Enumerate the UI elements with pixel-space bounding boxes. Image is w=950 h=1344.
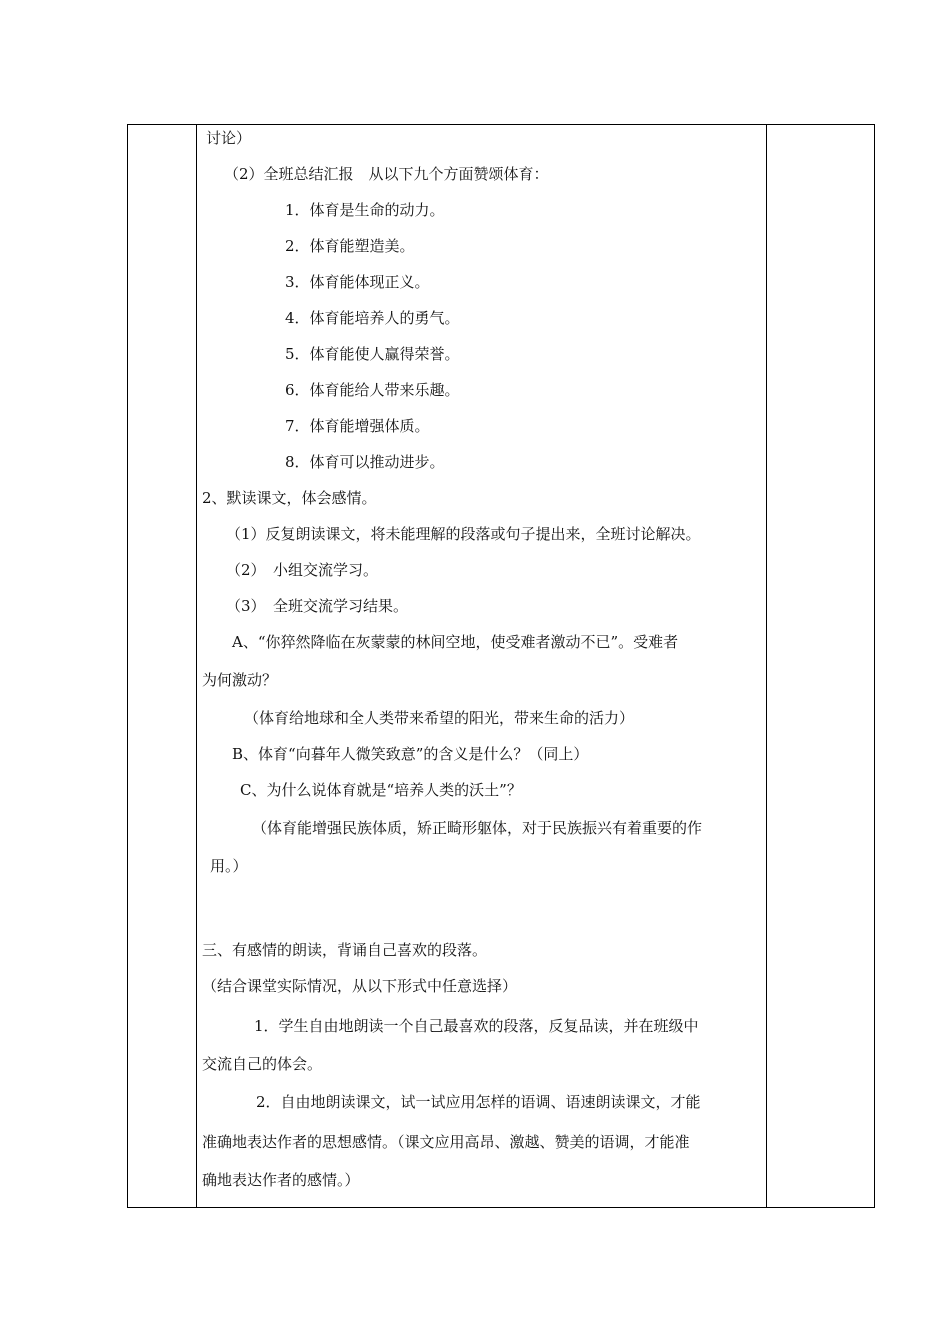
text-line: C、为什么说体育就是“培养人类的沃土”？ [240, 781, 522, 799]
text-line: A、“你猝然降临在灰蒙蒙的林间空地，使受难者激动不已”。受难者 [232, 633, 679, 651]
text-line: 准确地表达作者的思想感情。（课文应用高昂、激越、赞美的语调，才能准 [202, 1133, 690, 1151]
text-line: （3） 全班交流学习结果。 [226, 597, 409, 615]
list-item: 4．体育能培养人的勇气。 [285, 309, 460, 327]
list-item: 7．体育能增强体质。 [285, 417, 430, 435]
section-heading: 2、默读课文，体会感情。 [202, 489, 377, 507]
answer-line: （体育能增强民族体质，矫正畸形躯体，对于民族振兴有着重要的作 [252, 819, 703, 837]
text-line: （2）全班总结汇报 从以下九个方面赞颂体育： [224, 165, 549, 183]
text-line: 为何激动？ [202, 671, 278, 689]
list-item: 1．体育是生命的动力。 [285, 201, 445, 219]
text-line: 1．学生自由地朗读一个自己最喜欢的段落，反复品读，并在班级中 [254, 1017, 699, 1035]
answer-line: 用。） [210, 857, 248, 875]
text-line: 2．自由地朗读课文，试一试应用怎样的语调、语速朗读课文，才能 [256, 1093, 701, 1111]
text-line: 确地表达作者的感情。） [202, 1171, 360, 1189]
list-item: 2．体育能塑造美。 [285, 237, 415, 255]
text-line: （结合课堂实际情况，从以下形式中任意选择） [202, 977, 518, 995]
list-item: 5．体育能使人赢得荣誉。 [285, 345, 460, 363]
list-item: 3．体育能体现正义。 [285, 273, 430, 291]
text-line: （1）反复朗读课文，将未能理解的段落或句子提出来，全班讨论解决。 [226, 525, 701, 543]
list-item: 6．体育能给人带来乐趣。 [285, 381, 460, 399]
text-line: B、体育“向暮年人微笑致意”的含义是什么？（同上） [232, 745, 589, 763]
text-line: 交流自己的体会。 [202, 1055, 323, 1073]
section-heading: 三、有感情的朗读，背诵自己喜欢的段落。 [202, 941, 488, 959]
text-line: （2） 小组交流学习。 [226, 561, 379, 579]
list-item: 8．体育可以推动进步。 [285, 453, 445, 471]
text-line: 讨论） [206, 129, 252, 147]
answer-line: （体育给地球和全人类带来希望的阳光，带来生命的活力） [244, 709, 635, 727]
